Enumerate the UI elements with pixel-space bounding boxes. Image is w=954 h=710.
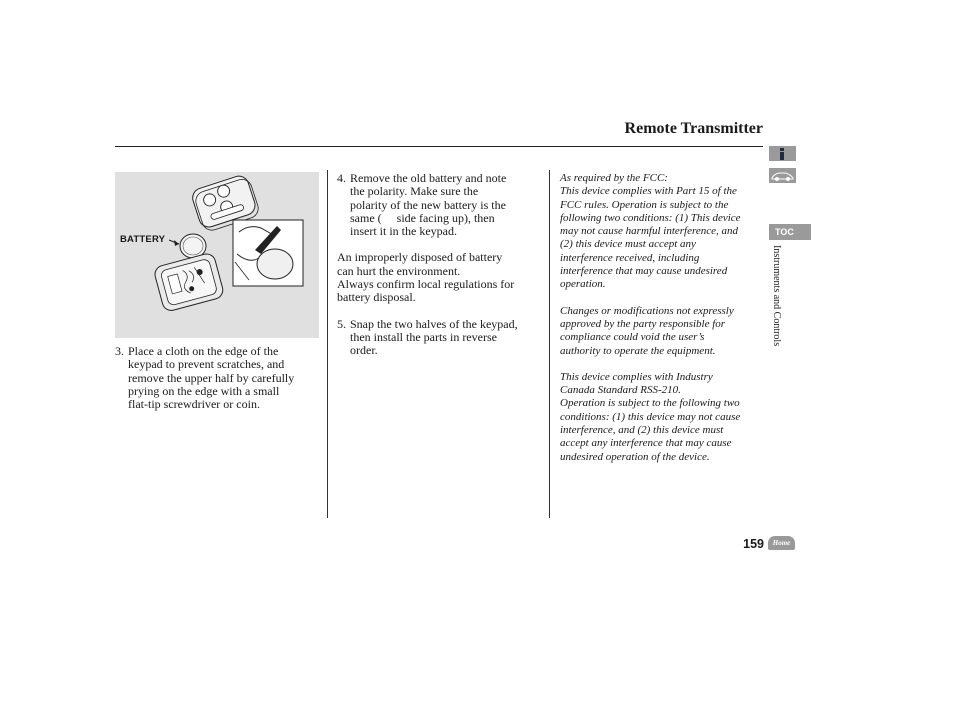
changes-line: approved by the party responsible for (560, 317, 726, 330)
changes-line: Changes or modifications not expressly (560, 304, 734, 317)
info-icon[interactable] (769, 146, 796, 161)
toc-tab[interactable]: TOC (769, 224, 811, 240)
fcc-line: may not cause harmful interference, and (560, 225, 738, 238)
column-1-text (115, 345, 320, 411)
page-number: 159 (743, 537, 764, 551)
step-3-line: prying on the edge with a small (128, 383, 280, 398)
fcc-line: following two conditions: (1) This device (560, 211, 741, 224)
industry-line: undesired operation of the device. (560, 450, 710, 463)
inset-detail (233, 220, 303, 286)
section-label: Instruments and Controls (771, 245, 782, 347)
step-5-line: then install the parts in reverse (350, 329, 497, 344)
column-2-text (337, 172, 543, 358)
changes-line: compliance could void the user’s (560, 331, 705, 344)
warning-line: Always confirm local regulations for (337, 277, 515, 292)
step-5-line: order. (350, 343, 378, 358)
column-3-text (560, 172, 765, 464)
step-5-line: Snap the two halves of the keypad, (350, 316, 518, 331)
step-3-line: flat-tip screwdriver or coin. (128, 397, 260, 412)
warning-line: An improperly disposed of battery (337, 250, 503, 265)
step-4-line: Remove the old battery and note (350, 171, 507, 185)
changes-notice (560, 305, 765, 358)
fcc-line: interference that may cause undesired (560, 265, 728, 278)
step-4-line: insert it in the keypad. (350, 224, 457, 239)
fcc-notice (560, 172, 765, 292)
fcc-line: (2) this device must accept any (560, 238, 696, 251)
car-icon[interactable] (769, 168, 796, 183)
step-3-line: remove the upper half by carefully (128, 370, 295, 385)
industry-canada-notice (560, 371, 765, 464)
fcc-line: This device complies with Part 15 of the (560, 185, 737, 198)
industry-line: interference, and (2) this device must (560, 424, 724, 437)
step-3-number: 3. (115, 344, 124, 358)
step-4-number: 4. (337, 171, 346, 185)
industry-line: accept any interference that may cause (560, 437, 732, 450)
disposal-warning (337, 251, 543, 304)
step-5 (337, 318, 543, 358)
home-button[interactable]: Home (768, 536, 795, 550)
step-4-line: the polarity. Make sure the (350, 184, 479, 199)
fcc-line: interference received, including (560, 251, 700, 264)
battery-label: BATTERY (120, 234, 166, 245)
step-3-line: Place a cloth on the edge of the (128, 344, 279, 358)
title-rule (115, 146, 763, 147)
fcc-line: operation. (560, 278, 606, 291)
industry-line: This device complies with Industry (560, 370, 713, 383)
step-3-line: keypad to prevent scratches, and (128, 357, 285, 372)
step-3 (115, 345, 320, 411)
step-4-line: same ( side facing up), then (350, 210, 495, 225)
warning-line: can hurt the environment. (337, 263, 461, 278)
keypad-illustration-svg (115, 172, 319, 338)
keypad-lower-half (153, 252, 225, 312)
changes-line: authority to operate the equipment. (560, 344, 716, 357)
step-4 (337, 172, 543, 238)
industry-line: conditions: (1) this device may not cause (560, 410, 741, 423)
column-divider-1 (327, 170, 328, 518)
fcc-line: FCC rules. Operation is subject to the (560, 198, 729, 211)
battery-replacement-illustration (115, 172, 319, 338)
warning-line: battery disposal. (337, 290, 416, 305)
step-4-line: polarity of the new battery is the (350, 197, 506, 212)
industry-line: Operation is subject to the following two (560, 397, 740, 410)
page-title: Remote Transmitter (624, 120, 763, 137)
fcc-line: As required by the FCC: (560, 172, 668, 184)
column-divider-2 (549, 170, 550, 518)
industry-line: Canada Standard RSS-210. (560, 384, 681, 397)
step-5-number: 5. (337, 316, 346, 331)
